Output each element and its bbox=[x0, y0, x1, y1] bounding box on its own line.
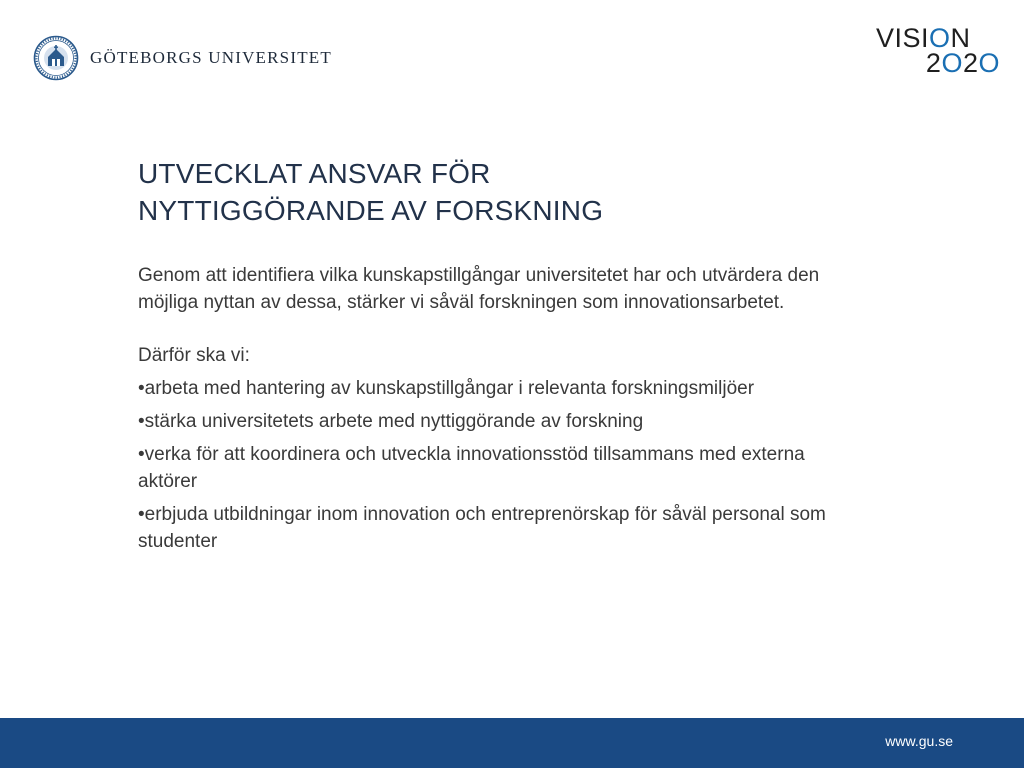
slide-title-line: UTVECKLAT ANSVAR FÖR bbox=[138, 158, 491, 189]
university-seal-icon bbox=[33, 35, 79, 81]
bullet-item: •stärka universitetets arbete med nyttiggörande av forskning bbox=[138, 411, 644, 432]
bullet-list bbox=[138, 375, 898, 555]
vision-logo-text: VISI bbox=[876, 23, 930, 53]
vision-logo-line2 bbox=[926, 50, 1000, 76]
vision-2020-logo bbox=[876, 25, 1000, 79]
vision-logo-text: N bbox=[950, 23, 971, 53]
bullet-item: •erbjuda utbildningar inom innovation och entreprenörskap för såväl personal som studenter bbox=[138, 504, 826, 552]
footer-bar bbox=[0, 718, 1024, 768]
bullet-item: •arbeta med hantering av kunskapstillgångar i relevanta forskningsmiljöer bbox=[138, 378, 755, 399]
vision-logo-text: 2 bbox=[962, 48, 979, 78]
vision-logo-accent: O bbox=[941, 48, 963, 78]
intro-paragraph: Genom att identifiera vilka kunskapstillgångar universitetet har och utvärdera den möjliga nyttan av dessa, stärker vi såväl forskningen som innovationsarbetet. bbox=[138, 265, 820, 313]
vision-logo-accent: O bbox=[978, 48, 1000, 78]
bullet-item: •verka för att koordinera och utveckla innovationsstöd tillsammans med externa aktörer bbox=[138, 444, 805, 492]
vision-logo-text: 2 bbox=[925, 48, 942, 78]
vision-logo-accent: O bbox=[929, 23, 951, 53]
list-lead: Därför ska vi: bbox=[138, 345, 250, 366]
slide-title bbox=[138, 155, 898, 229]
slide-title-line: NYTTIGGÖRANDE AV FORSKNING bbox=[138, 195, 604, 226]
footer-url-link[interactable]: www.gu.se bbox=[885, 733, 953, 749]
university-logo bbox=[33, 34, 332, 82]
university-name: GÖTEBORGS UNIVERSITET bbox=[90, 48, 332, 67]
slide-body bbox=[138, 262, 898, 561]
